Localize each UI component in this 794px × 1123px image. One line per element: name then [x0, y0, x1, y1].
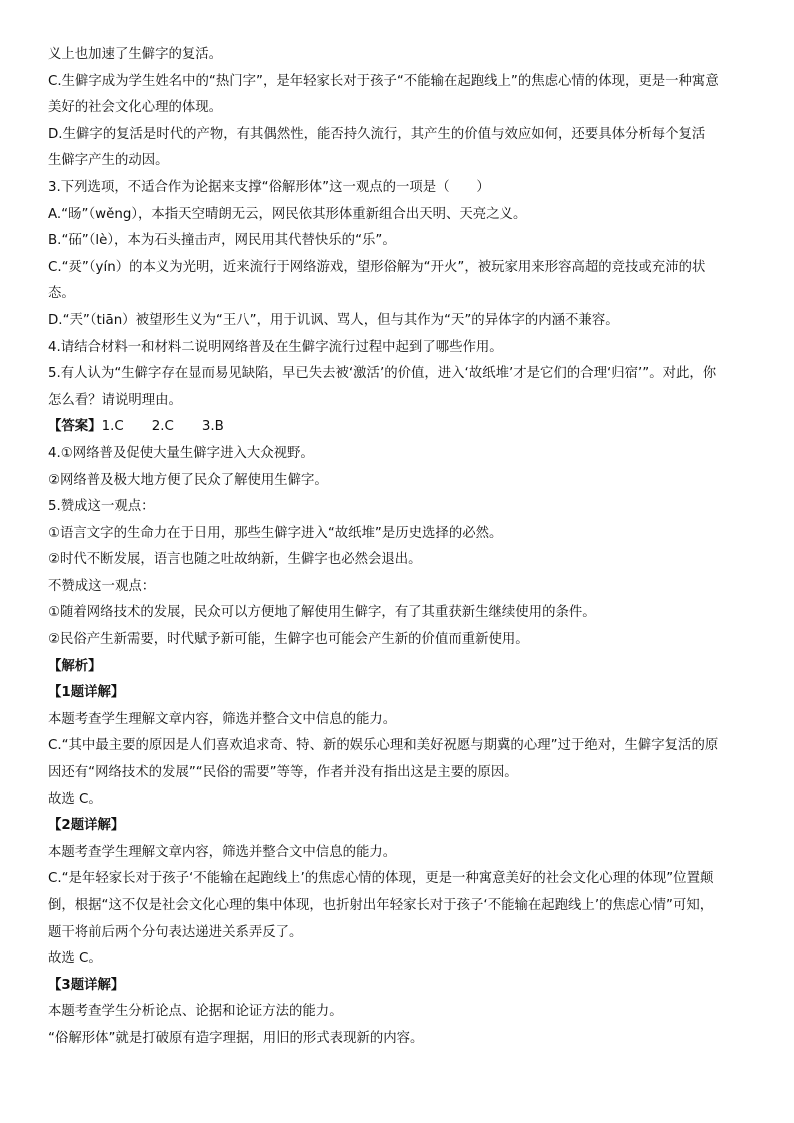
answer-item: 3.B — [201, 419, 224, 435]
text-line: 美好的社会文化心理的体现。 — [48, 100, 223, 116]
q2-line: 倒，根据“这不仅是社会文化心理的集中体现，也折射出年轻家长对于孩子‘不能输在起跑线上’的焦虑心情”可知， — [48, 898, 714, 913]
answer-key — [48, 414, 748, 441]
question-5: 5.有人认为“生僻字存在显而易见缺陷，早已失去被‘激活’的价值，进入‘故纸堆’才是它们的合理‘归宿’”。对此，你 — [48, 366, 717, 382]
q3-line: “俗解形体”就是打破原有造字理据，用旧的形式表现新的内容。 — [48, 1030, 424, 1046]
question-4: 4.请结合材料一和材料二说明网络普及在生僻字流行过程中起到了哪些作用。 — [48, 339, 503, 355]
q2-line: 题干将前后两个分句表达递进关系弄反了。 — [48, 924, 303, 940]
answer-label: 【答案】 — [48, 419, 102, 435]
answer-line: ①语言文字的生命力在于日用，那些生僻字进入“故纸堆”是历史选择的必然。 — [48, 525, 503, 541]
answer-item: 2.C — [151, 419, 174, 435]
text-line: C.生僻字成为学生姓名中的“热门字”，是年轻家长对于孩子“不能输在起跑线上”的焦虑心情的体现，更是一种寓意 — [48, 73, 719, 89]
answer-line: ②时代不断发展，语言也随之吐故纳新，生僻字也必然会退出。 — [48, 552, 422, 568]
q2-line: 故选 C。 — [48, 951, 102, 967]
q1-line: 因还有“网络技术的发展”“民俗的需要”等等，作者并没有指出这是主要的原因。 — [48, 765, 518, 781]
q1-line: C.“其中最主要的原因是人们喜欢追求奇、特、新的娱乐心理和美好祝愿与期冀的心理”过于绝对，生僻字复活的原 — [48, 738, 719, 754]
answer-line: ①随着网络技术的发展，民众可以方便地了解使用生僻字，有了其重获新生继续使用的条件。 — [48, 605, 596, 621]
q1-heading: 【1题详解】 — [48, 685, 125, 701]
answer-line: 不赞成这一观点： — [48, 578, 156, 594]
answer-line: 4.①网络普及促使大量生僻字进入大众视野。 — [48, 445, 314, 461]
option-c: C.“烎”（yín）的本义为光明，近来流行于网络游戏，望形俗解为“开火”，被玩家用来形容高超的竞技或充沛的状 — [48, 259, 706, 275]
option-d: D.“兲”（tiān）被望形生义为“王八”，用于讥讽、骂人，但与其作为“天”的异体字的内涵不兼容。 — [48, 312, 619, 328]
q1-line: 故选 C。 — [48, 791, 102, 807]
analysis-heading: 【解析】 — [48, 658, 102, 674]
document-page — [48, 42, 748, 1053]
q2-line: C.“是年轻家长对于孩子‘不能输在起跑线上’的焦虑心情的体现，更是一种寓意美好的社会文化心理的体现”位置颠 — [48, 871, 714, 887]
option-c-cont: 态。 — [48, 286, 75, 302]
q1-line: 本题考查学生理解文章内容，筛选并整合文中信息的能力。 — [48, 711, 397, 727]
q2-line: 本题考查学生理解文章内容，筛选并整合文中信息的能力。 — [48, 844, 397, 860]
q3-heading: 【3题详解】 — [48, 977, 125, 993]
question-3: 3.下列选项，不适合作为论据来支撑“俗解形体”这一观点的一项是（ ） — [48, 179, 490, 195]
text-line: 义上也加速了生僻字的复活。 — [48, 47, 223, 62]
text-line: 生僻字产生的动因。 — [48, 153, 169, 169]
answer-line: 5.赞成这一观点： — [48, 499, 155, 515]
answer-line: ②网络普及极大地方便了民众了解使用生僻字。 — [48, 472, 328, 488]
option-a: A.“旸”（wěng），本指天空晴朗无云，网民依其形体重新组合出天明、天亮之义。 — [48, 206, 527, 222]
text-line: D.生僻字的复活是时代的产物，有其偶然性，能否持久流行，其产生的价值与效应如何，还要具体分析每个复活 — [48, 126, 706, 142]
answer-item: 1.C — [101, 419, 124, 435]
q2-heading: 【2题详解】 — [48, 818, 125, 834]
answer-line: ②民俗产生新需要，时代赋予新可能，生僻字也可能会产生新的价值而重新使用。 — [48, 632, 529, 648]
q3-line: 本题考查学生分析论点、论据和论证方法的能力。 — [48, 1004, 343, 1020]
option-b: B.“砳”（lè），本为石头撞击声，网民用其代替快乐的“乐”。 — [48, 233, 396, 249]
question-5-cont: 怎么看？请说明理由。 — [48, 392, 182, 408]
